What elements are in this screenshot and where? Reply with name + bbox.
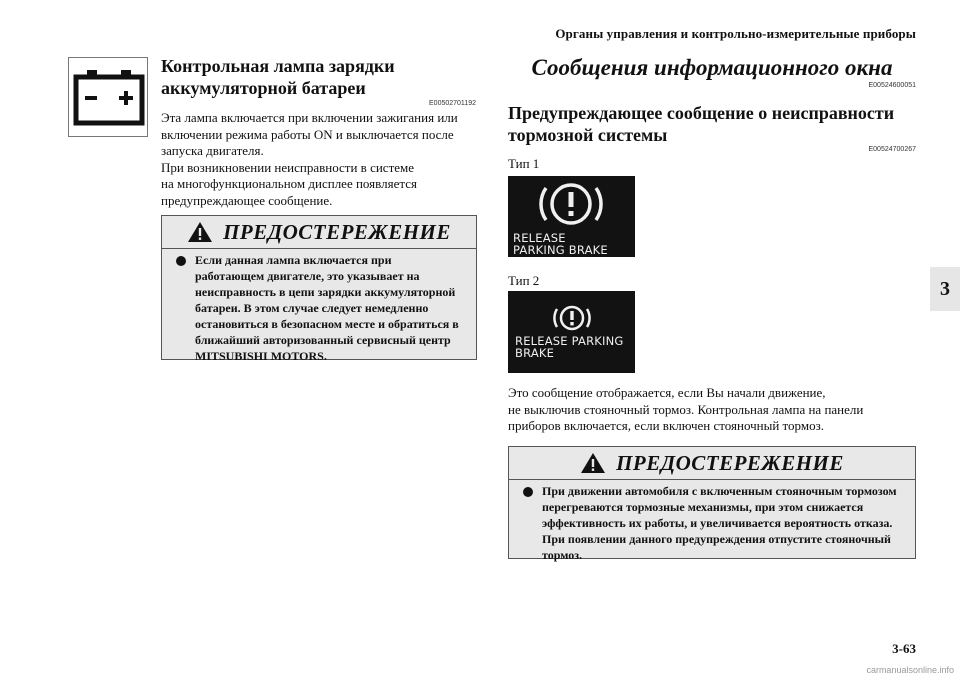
warning-line: тормоз. [542, 548, 583, 562]
battery-lamp-description [161, 110, 479, 209]
body-line: Это сообщение отображается, если Вы начали движение, [508, 385, 826, 400]
warning-text [542, 483, 897, 563]
brake-warning-description [508, 385, 918, 435]
warning-line: Если данная лампа включается при [195, 253, 392, 267]
warning-box-brake [508, 446, 916, 562]
warning-line: ближайший авторизованный сервисный центр [195, 333, 451, 347]
title-line: аккумуляторной батареи [161, 78, 366, 98]
warning-header [162, 216, 476, 249]
display-message [515, 335, 624, 359]
display-line: RELEASE [513, 231, 566, 245]
page-header: Органы управления и контрольно-измерительные приборы [555, 26, 916, 41]
title-line: Контрольная лампа зарядки [161, 56, 395, 76]
title-line: Предупреждающее сообщение о неисправности [508, 103, 895, 123]
warning-title: ПРЕДОСТЕРЕЖЕНИЕ [223, 219, 451, 244]
title-line: тормозной системы [508, 125, 668, 145]
bullet-icon [176, 256, 186, 266]
warning-title: ПРЕДОСТЕРЕЖЕНИЕ [616, 450, 844, 475]
body-line: предупреждающее сообщение. [161, 192, 333, 208]
section-code: E00502701192 [429, 100, 476, 107]
warning-body [162, 249, 476, 364]
info-window-section-title: Сообщения информационного окна [531, 55, 893, 80]
watermark: carmanualsonline.info [866, 665, 954, 675]
body-line: При возникновении неисправности в системе [161, 159, 415, 175]
display-line: BRAKE [515, 346, 555, 360]
body-line: на многофункциональном дисплее появляется [161, 176, 417, 191]
type2-label: Тип 2 [508, 273, 540, 288]
warning-body [509, 480, 915, 563]
body-line: не выключив стояночный тормоз. Контрольная лампа на панели [508, 401, 864, 417]
body-line: приборов включается, если включен стояночный тормоз. [508, 418, 824, 433]
display-screen-type1 [508, 176, 635, 257]
display-message [513, 232, 608, 256]
warning-text [195, 252, 459, 364]
warning-line: эффективность их работы, и увеличивается вероятность отказа. [542, 516, 893, 530]
warning-box-battery [161, 215, 477, 363]
warning-line: При движении автомобиля с включенным стояночным тормозом [542, 484, 897, 498]
warning-line: работающем двигателе, это указывает на [195, 269, 420, 283]
warning-line: MITSUBISHI MOTORS. [195, 349, 327, 363]
display-screen-type2 [508, 291, 635, 373]
warning-header [509, 447, 915, 480]
type1-label: Тип 1 [508, 156, 540, 171]
warning-line: перегреваются тормозные механизмы, при этом снижается [542, 500, 864, 514]
body-line: запуска двигателя. [161, 143, 264, 158]
body-line: включении режима работы ON и выключается после [161, 126, 454, 142]
display-line: RELEASE PARKING [515, 334, 624, 348]
warning-line: При появлении данного предупреждения отпустите стояночный [542, 532, 891, 546]
warning-line: неисправность в цепи зарядки аккумуляторной [195, 285, 456, 299]
body-line: Эта лампа включается при включении зажигания или [161, 110, 458, 125]
display-line: PARKING BRAKE [513, 243, 608, 257]
bullet-icon [523, 487, 533, 497]
warning-triangle-icon [580, 452, 606, 474]
section-code: E00524600051 [868, 82, 916, 89]
battery-lamp-title [161, 55, 476, 99]
warning-line: батареи. В этом случае следует немедленно [195, 301, 429, 315]
warning-triangle-icon [187, 221, 213, 243]
page-number: 3-63 [892, 641, 916, 656]
section-code: E00524700267 [868, 146, 916, 153]
battery-charge-icon [68, 57, 148, 137]
brake-warning-title [508, 102, 918, 146]
warning-line: остановиться в безопасном месте и обратиться в [195, 317, 459, 331]
chapter-tab: 3 [930, 267, 960, 311]
